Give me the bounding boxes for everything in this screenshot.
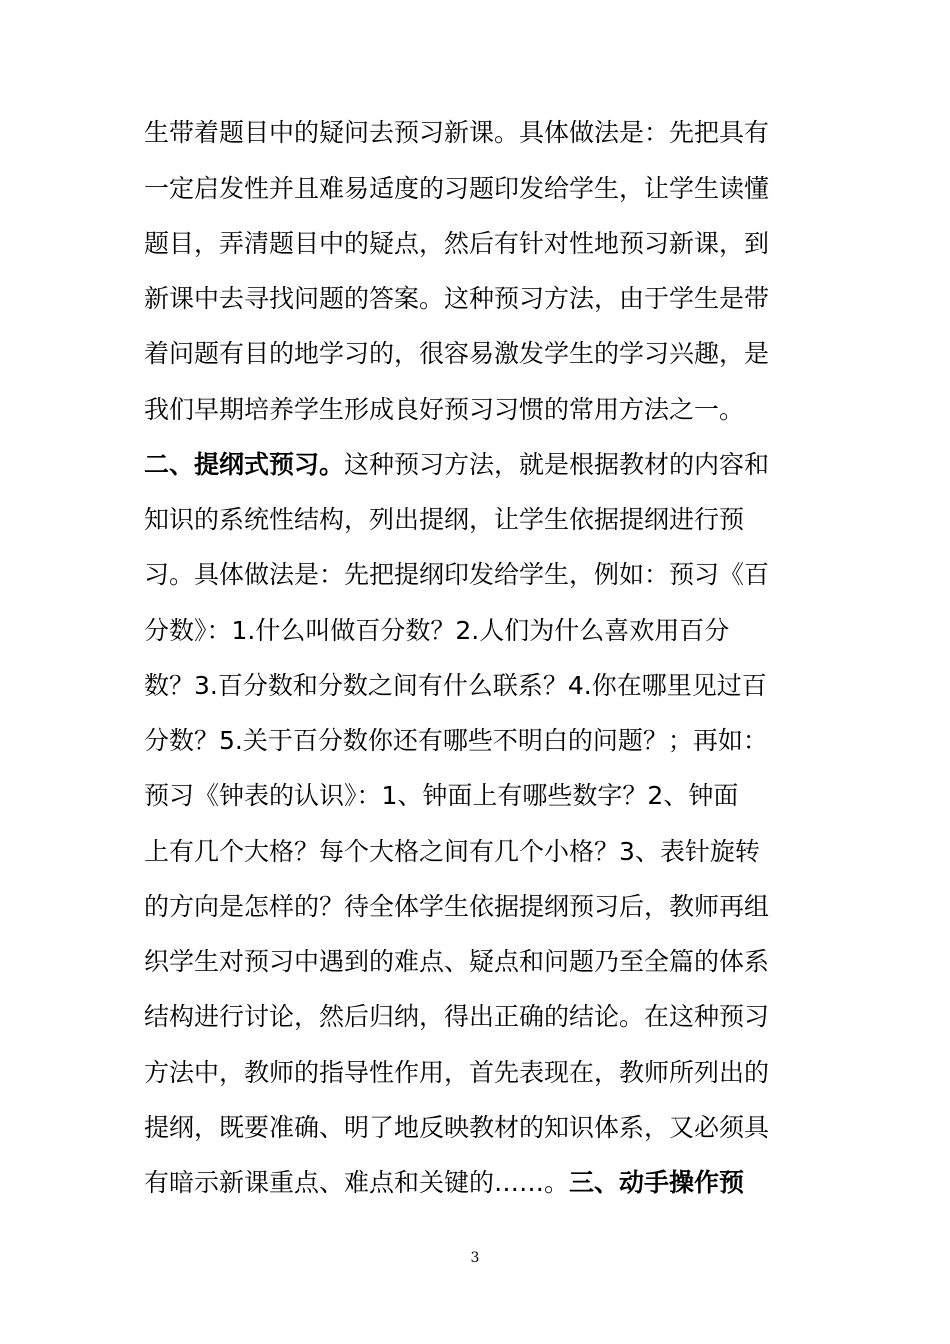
paragraph-line: 方法中，教师的指导性作用，首先表现在，教师所列出的 — [144, 1058, 770, 1087]
paragraph-line: 分数？5.关于百分数你还有哪些不明白的问题？；再如： — [144, 726, 768, 755]
section-heading: 二、提纲式预习。 — [144, 450, 345, 479]
paragraph-line: 数？3.百分数和分数之间有什么联系？4.你在哪里见过百 — [144, 671, 767, 700]
paragraph-line: 一定启发性并且难易适度的习题印发给学生，让学生读懂 — [144, 174, 770, 203]
page-number: 3 — [470, 1250, 480, 1266]
paragraph-line: 题目，弄清题目中的疑点，然后有针对性地预习新课，到 — [144, 229, 770, 258]
paragraph-line: 习。具体做法是：先把提纲印发给学生，例如：预习《百 — [144, 560, 770, 589]
paragraph-line: 的方向是怎样的？待全体学生依据提纲预习后，教师再组 — [144, 892, 770, 921]
paragraph-line — [144, 1166, 744, 1200]
paragraph-text: 有暗示新课重点、难点和关键的……。 — [144, 1168, 570, 1197]
paragraph-line: 预习《钟表的认识》：1、钟面上有哪些数字？2、钟面 — [144, 781, 739, 810]
paragraph-text: 这种预习方法，就是根据教材的内容和 — [344, 450, 770, 479]
section-heading-line — [144, 448, 769, 482]
paragraph-line: 生带着题目中的疑问去预习新课。具体做法是：先把具有 — [144, 118, 770, 147]
section-heading: 三、动手操作预 — [569, 1168, 745, 1197]
paragraph-line: 我们早期培养学生形成良好预习习惯的常用方法之一。 — [144, 395, 745, 424]
paragraph-line: 提纲，既要准确、明了地反映教材的知识体系，又必须具 — [144, 1113, 770, 1142]
paragraph-line: 上有几个大格？每个大格之间有几个小格？3、表针旋转 — [144, 837, 760, 866]
paragraph-line: 织学生对预习中遇到的难点、疑点和问题乃至全篇的体系 — [144, 947, 770, 976]
paragraph-line: 着问题有目的地学习的，很容易激发学生的学习兴趣，是 — [144, 339, 770, 368]
paragraph-line: 知识的系统性结构，列出提纲，让学生依据提纲进行预 — [144, 505, 745, 534]
paragraph-line: 结构进行讨论，然后归纳，得出正确的结论。在这种预习 — [144, 1002, 770, 1031]
paragraph-line: 新课中去寻找问题的答案。这种预习方法，由于学生是带 — [144, 284, 770, 313]
paragraph-line: 分数》：1.什么叫做百分数？2.人们为什么喜欢用百分 — [144, 616, 730, 645]
